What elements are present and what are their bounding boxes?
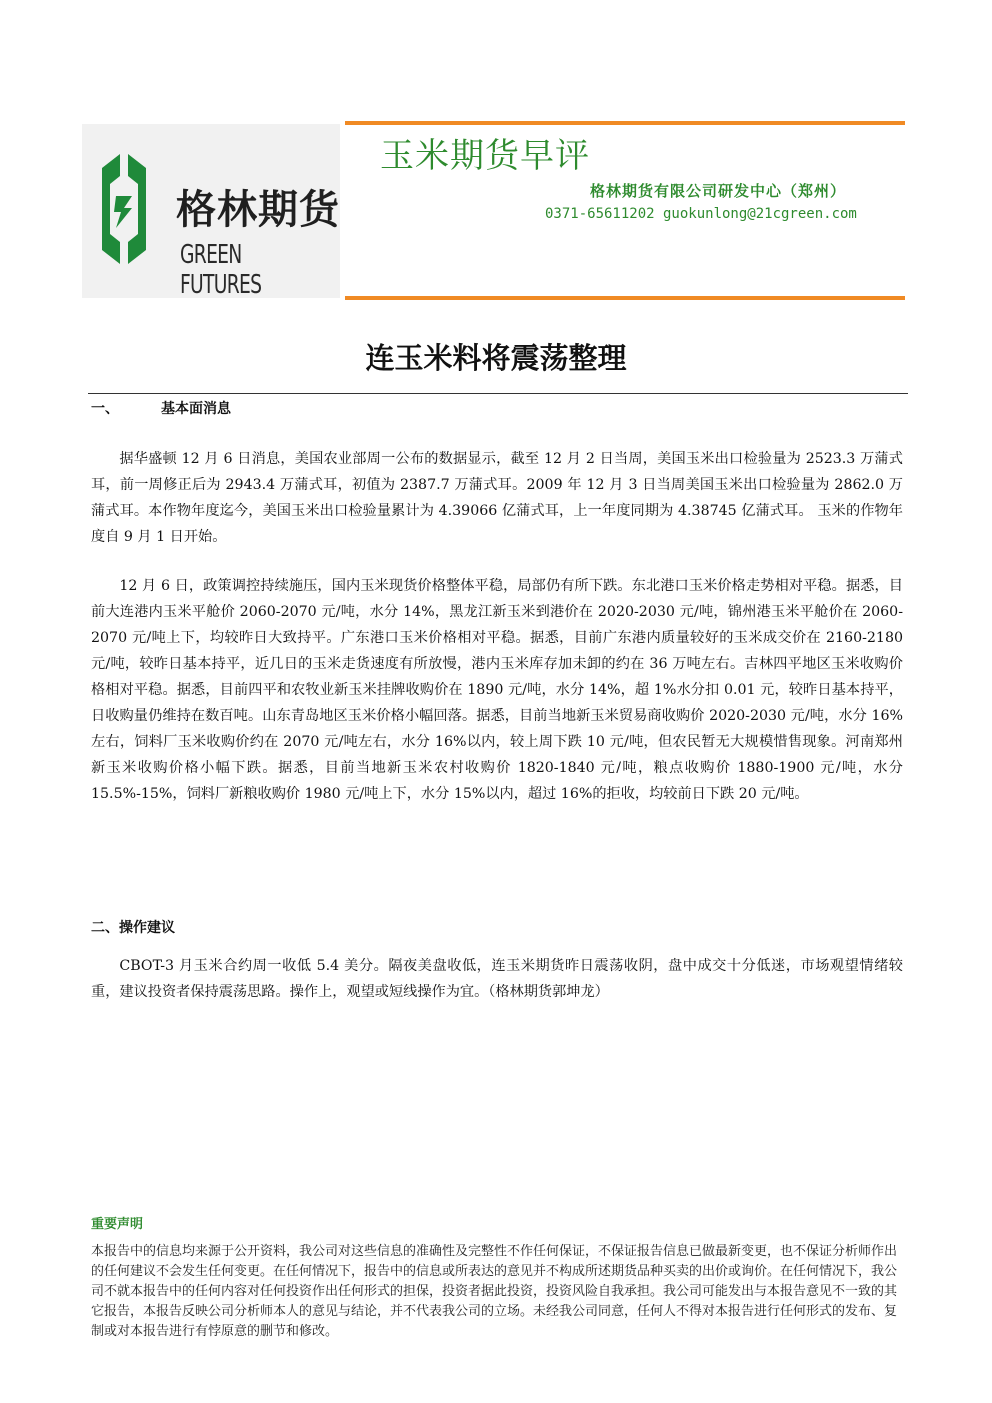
header-bottom-divider	[345, 296, 905, 300]
section1-paragraph: 12 月 6 日，政策调控持续施压，国内玉米现货价格整体平稳，局部仍有所下跌。东北港口玉米价格走势相对平稳。据悉，目前大连港内玉米平舱价 2060-2070 元/吨，水分 14%，黑龙江新玉米到港价在 2020-2030 元/吨，锦州港玉米平舱价在 2060-2070 元/吨上下，均较昨日大致持平。广东港口玉米价格相对平稳。据悉，目前广东港内质量较好的玉米成交价在 2160-2180 元/吨，较昨日基本持平，近几日的玉米走货速度有所放慢，港内玉米库存加未卸的约在 36 万吨左右。吉林四平地区玉米收购价格相对平稳。据悉，目前四平和农牧业新玉米挂牌收购价在 1890 元/吨，水分 14%，超 1%水分扣 0.01 元，较昨日基本持平，日收购量仍维持在数百吨。山东青岛地区玉米价格小幅回落。据悉，目前当地新玉米贸易商收购价 2020-2030 元/吨，水分 16%左右，饲料厂玉米收购价约在 2070 元/吨左右，水分 16%以内，较上周下跌 10 元/吨，但农民暂无大规模惜售现象。河南郑州新玉米收购价格小幅下跌。据悉，目前当地新玉米农村收购价 1820-1840 元/吨，粮点收购价 1880-1900 元/吨，水分 15.5%-15%，饲料厂新粮收购价 1980 元/吨上下，水分 15%以内，超过 16%的拒收，均较前日下跌 20 元/吨。	[91, 578, 903, 802]
section1-heading	[91, 398, 231, 418]
disclaimer-heading: 重要声明	[91, 1217, 144, 1232]
report-contact: 0371-65611202 guokunlong@21cgreen.com	[545, 206, 857, 222]
section2-paragraph: CBOT-3 月玉米合约周一收低 5.4 美分。隔夜美盘收低，连玉米期货昨日震荡收阴，盘中成交十分低迷，市场观望情绪较重，建议投资者保持震荡思路。操作上，观望或短线操作为宜。（格林期货郭坤龙）	[91, 958, 903, 1000]
logo-english-text: GREEN FUTURES	[180, 240, 262, 300]
report-organization: 格林期货有限公司研发中心（郑州）	[590, 182, 847, 200]
disclaimer-body: 本报告中的信息均来源于公开资料，我公司对这些信息的准确性及完整性不作任何保证，不保证报告信息已做最新变更，也不保证分析师作出的任何建议不会发生任何变更。在任何情况下，报告中的信息或所表达的意见并不构成所述期货品种买卖的出价或询价。在任何情况下，我公司不就本报告中的任何内容对任何投资作出任何形式的担保，投资者据此投资，投资风险自我承担。我公司可能发出与本报告意见不一致的其它报告，本报告反映公司分析师本人的意见与结论，并不代表我公司的立场。未经我公司同意，任何人不得对本报告进行任何形式的发布、复制或对本报告进行有悖原意的删节和修改。	[91, 1244, 898, 1339]
section1-number: 一、	[91, 401, 119, 417]
green-futures-logo-icon	[94, 150, 154, 268]
logo-chinese-text: 格林期货	[176, 187, 340, 233]
section1-paragraph: 据华盛顿 12 月 6 日消息，美国农业部周一公布的数据显示，截至 12 月 2 日当周，美国玉米出口检验量为 2523.3 万蒲式耳，前一周修正后为 2943.4 万蒲式耳，初值为 2387.7 万蒲式耳。2009 年 12 月 3 日当周美国玉米出口检验量为 2862.0 万蒲式耳。本作物年度迄今，美国玉米出口检验量累计为 4.39066 亿蒲式耳，上一年度同期为 4.38745 亿蒲式耳。 玉米的作物年度自 9 月 1 日开始。	[91, 451, 903, 545]
report-title: 玉米期货早评	[380, 136, 590, 176]
document-title: 连玉米料将震荡整理	[365, 341, 627, 375]
title-divider	[88, 393, 908, 394]
section1-title: 基本面消息	[161, 401, 231, 417]
section2-heading: 二、操作建议	[91, 920, 175, 936]
header-top-divider	[345, 121, 905, 125]
company-logo	[82, 124, 340, 298]
